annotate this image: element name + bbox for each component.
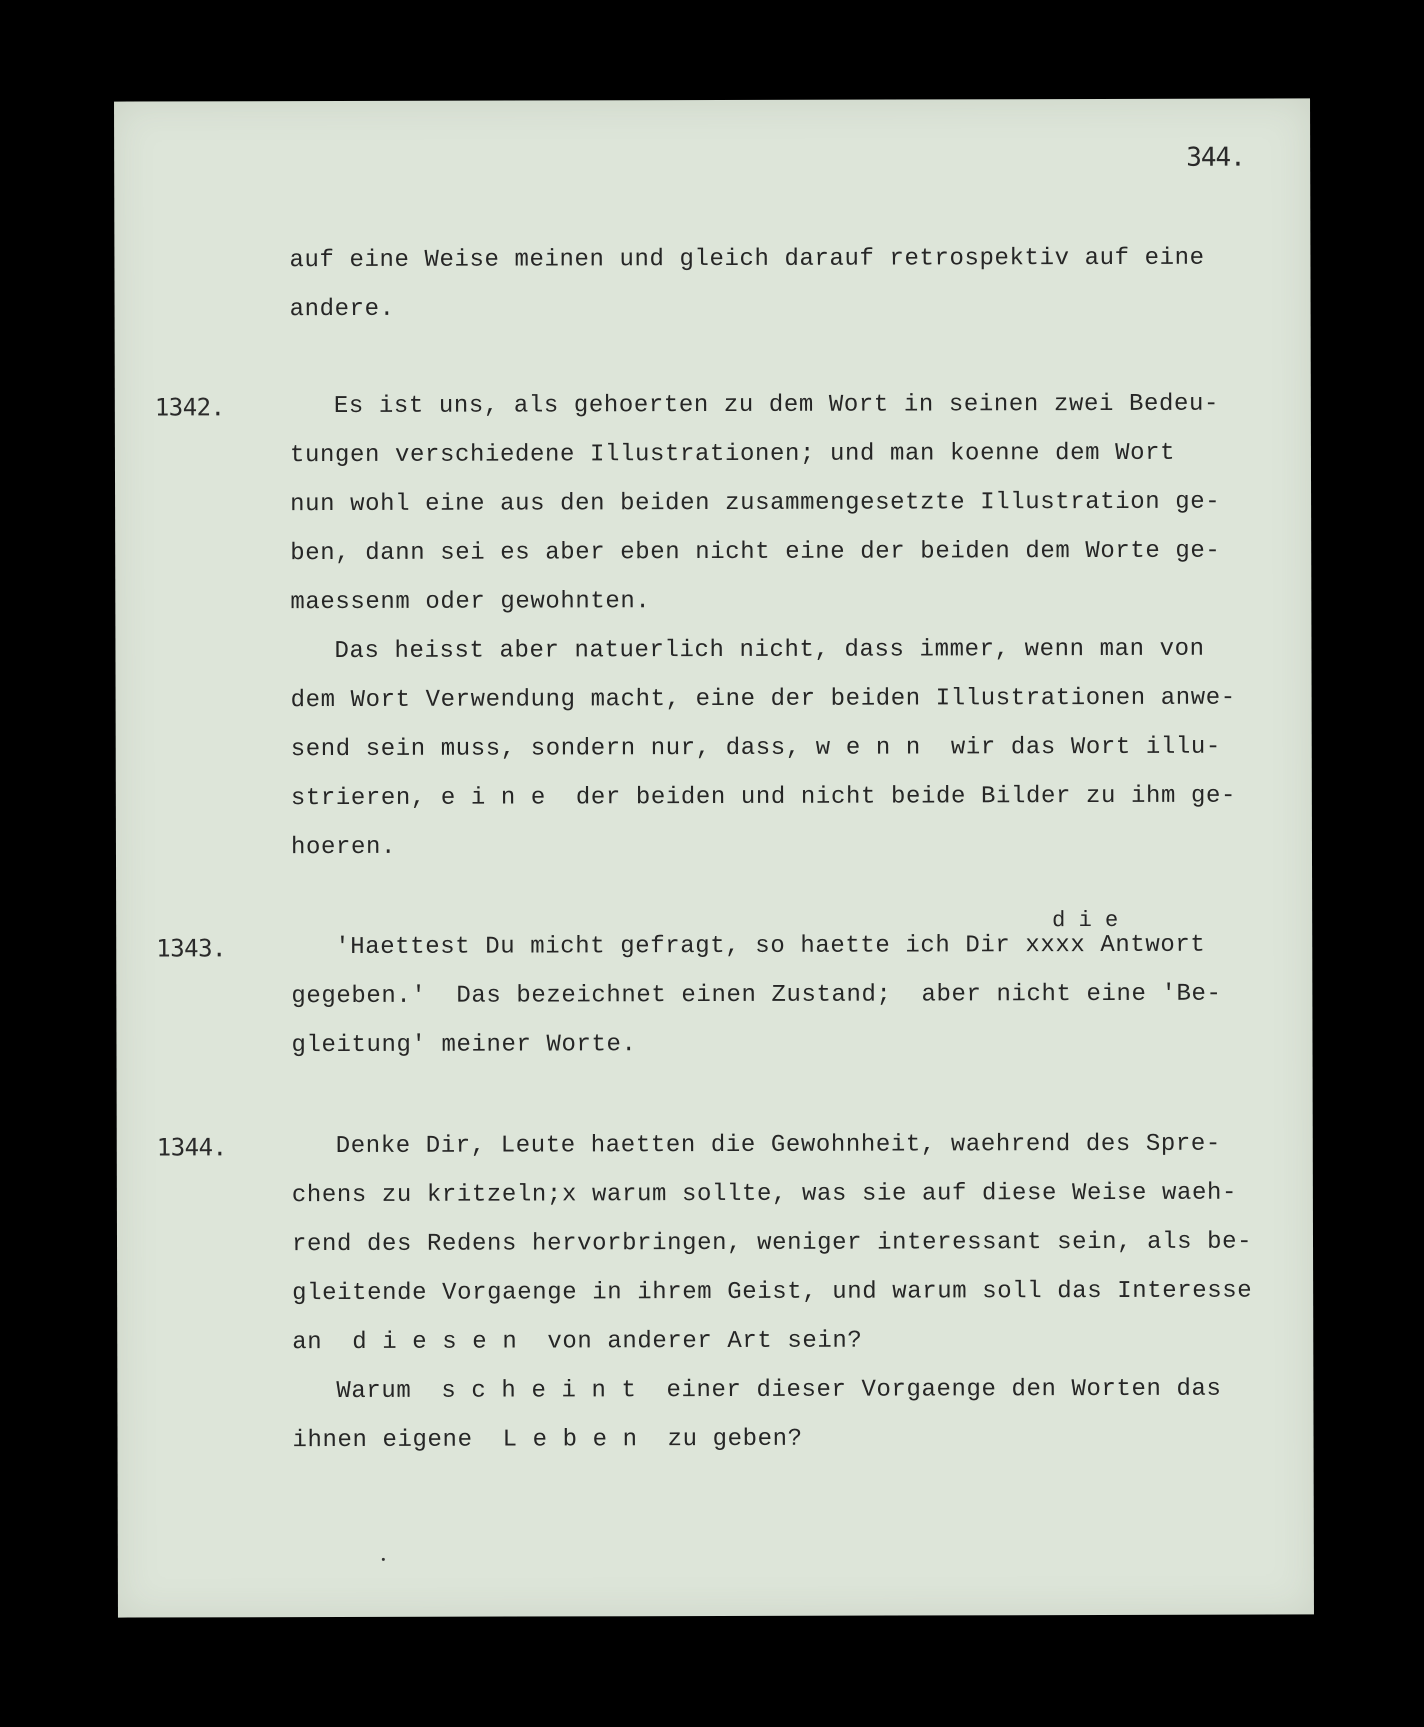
- text-line: strieren, e i n e der beiden und nicht beide Bilder zu ihm ge-: [290, 782, 1237, 813]
- text-line: rend des Redens hervorbringen, weniger interessant sein, als be-: [291, 1228, 1253, 1259]
- section-number-1342: 1342.: [154, 393, 225, 422]
- text-line: 'Haettest Du micht gefragt, so haette ich Dir xxxx Antwort: [335, 931, 1206, 961]
- text-line: Das heisst aber natuerlich nicht, dass immer, wenn man von: [334, 635, 1205, 665]
- page-number: 344.: [1186, 142, 1245, 173]
- text-line: gleitende Vorgaenge in ihrem Geist, und warum soll das Interesse: [292, 1277, 1253, 1308]
- text-line: ihnen eigene L e b e n zu geben?: [292, 1425, 803, 1455]
- text-line: nun wohl eine aus den beiden zusammengesetzte Illustration ge-: [290, 488, 1221, 519]
- text-line: gegeben.' Das bezeichnet einen Zustand; aber nicht eine 'Be-: [291, 980, 1222, 1011]
- text-line: an d i e s e n von anderer Art sein?: [292, 1327, 863, 1357]
- text-line: Warum s c h e i n t einer dieser Vorgaenge den Worten das: [336, 1375, 1222, 1405]
- text-line: maessenm oder gewohnten.: [290, 588, 651, 617]
- text-line: Es ist uns, als gehoerten zu dem Wort in seinen zwei Bedeu-: [333, 390, 1219, 420]
- text-line: hoeren.: [290, 833, 397, 862]
- text-line: auf eine Weise meinen und gleich darauf retrospektiv auf eine: [289, 244, 1205, 275]
- section-number-1343: 1343.: [156, 934, 227, 963]
- text-line: send sein muss, sondern nur, dass, w e n n wir das Wort illu-: [290, 733, 1221, 764]
- text-line: Denke Dir, Leute haetten die Gewohnheit, waehrend des Spre-: [335, 1130, 1221, 1160]
- text-line: dem Wort Verwendung macht, eine der beiden Illustrationen anwe-: [290, 684, 1236, 715]
- text-line: chens zu kritzeln;x warum sollte, was sie auf diese Weise waeh-: [291, 1179, 1238, 1210]
- ink-spot: [382, 1558, 385, 1561]
- text-line: ben, dann sei es aber eben nicht eine der beiden dem Worte ge-: [290, 537, 1221, 568]
- typewritten-page: [114, 98, 1314, 1617]
- section-number-1344: 1344.: [156, 1133, 227, 1162]
- interlinear-correction: d i e: [1052, 907, 1119, 934]
- text-line: tungen verschiedene Illustrationen; und man koenne dem Wort: [289, 439, 1176, 470]
- text-line: gleitung' meiner Worte.: [291, 1031, 637, 1060]
- text-line: andere.: [289, 295, 395, 324]
